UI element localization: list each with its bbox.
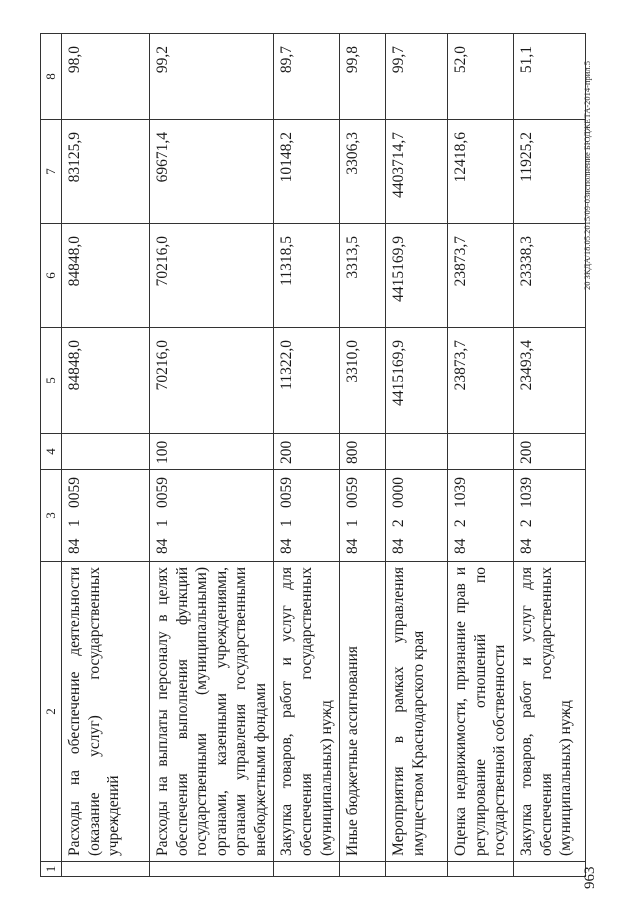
row-index-cell (62, 862, 150, 877)
ministry-code: 84 (154, 538, 172, 554)
refined-amount: 84848,0 (62, 224, 150, 328)
table-row (514, 34, 586, 877)
row-codes (386, 470, 448, 562)
row-index-cell (514, 862, 586, 877)
column-header: 6 (41, 224, 62, 328)
ministry-code: 84 (344, 538, 362, 554)
refined-amount: 70216,0 (150, 224, 274, 328)
row-codes (514, 470, 586, 562)
page-number: 963 (582, 866, 598, 889)
refined-amount: 23873,7 (448, 224, 514, 328)
executed-amount: 10148,2 (274, 120, 340, 224)
target-item-code: 0000 (390, 477, 408, 508)
row-index-cell (448, 862, 514, 877)
refined-amount: 11318,5 (274, 224, 340, 328)
execution-percent: 99,8 (340, 34, 386, 120)
expense-type-code: 100 (150, 434, 274, 470)
approved-amount: 70216,0 (150, 328, 274, 434)
execution-percent: 99,7 (386, 34, 448, 120)
subprogram-code: 2 (452, 519, 470, 528)
table-row (150, 34, 274, 877)
row-codes (340, 470, 386, 562)
row-description: Расходы на выплаты персоналу в целях обеспечения выполнения функций государственными (муниципальными) органами, казенными учреждениями, органами управления государственными внебюджетными фондами (150, 562, 274, 862)
expense-type-code: 200 (274, 434, 340, 470)
subprogram-code: 2 (518, 519, 536, 528)
executed-amount: 83125,9 (62, 120, 150, 224)
subprogram-code: 1 (154, 519, 172, 528)
row-description: Иные бюджетные ассигнования (340, 562, 386, 862)
execution-percent: 98,0 (62, 34, 150, 120)
execution-percent: 51,1 (514, 34, 586, 120)
table-row (386, 34, 448, 877)
ministry-code: 84 (66, 538, 84, 554)
subprogram-code: 2 (390, 519, 408, 528)
refined-amount: 4415169,9 (386, 224, 448, 328)
refined-amount: 23338,3 (514, 224, 586, 328)
row-index-cell (150, 862, 274, 877)
row-codes (274, 470, 340, 562)
target-item-code: 0059 (344, 477, 362, 508)
expense-type-code: 800 (340, 434, 386, 470)
row-description: Мероприятия в рамках управления имуществом Краснодарского края (386, 562, 448, 862)
row-description: Расходы на обеспечение деятельности (оказание услуг) государственных учреждений (62, 562, 150, 862)
executed-amount: 4403714,7 (386, 120, 448, 224)
row-codes (448, 470, 514, 562)
refined-amount: 3313,5 (340, 224, 386, 328)
target-item-code: 0059 (278, 477, 296, 508)
table-row (274, 34, 340, 877)
expense-type-code (448, 434, 514, 470)
ministry-code: 84 (390, 538, 408, 554)
approved-amount: 23493,4 (514, 328, 586, 434)
column-header: 5 (41, 328, 62, 434)
target-item-code: 1039 (452, 477, 470, 508)
approved-amount: 4415169,9 (386, 328, 448, 434)
row-description: Закупка товаров, работ и услуг для обеспечения государственных (муниципальных) нужд (274, 562, 340, 862)
subprogram-code: 1 (344, 519, 362, 528)
column-header: 3 (41, 470, 62, 562)
executed-amount: 11925,2 (514, 120, 586, 224)
expense-type-code: 200 (514, 434, 586, 470)
executed-amount: 12418,6 (448, 120, 514, 224)
approved-amount: 23873,7 (448, 328, 514, 434)
ministry-code: 84 (452, 538, 470, 554)
row-codes (150, 470, 274, 562)
ministry-code: 84 (278, 538, 296, 554)
target-item-code: 0059 (66, 477, 84, 508)
row-index-cell (340, 862, 386, 877)
execution-percent: 89,7 (274, 34, 340, 120)
column-header: 4 (41, 434, 62, 470)
footer-file-path: 20 ЗКДА/18.05.2015/09-03исполнение БЮДЖЕТА-2014-прил.5 (582, 61, 592, 290)
table-row (340, 34, 386, 877)
approved-amount: 11322,0 (274, 328, 340, 434)
ministry-code: 84 (518, 538, 536, 554)
row-description: Оценка недвижимости, признание прав и регулирование отношений по государственной собственности (448, 562, 514, 862)
target-item-code: 0059 (154, 477, 172, 508)
executed-amount: 69671,4 (150, 120, 274, 224)
column-header: 7 (41, 120, 62, 224)
execution-percent: 99,2 (150, 34, 274, 120)
execution-percent: 52,0 (448, 34, 514, 120)
column-header: 2 (41, 562, 62, 862)
subprogram-code: 1 (278, 519, 296, 528)
target-item-code: 1039 (518, 477, 536, 508)
row-index-cell (274, 862, 340, 877)
table-row (62, 34, 150, 877)
column-header: 8 (41, 34, 62, 120)
column-header: 1 (41, 862, 62, 877)
row-index-cell (386, 862, 448, 877)
approved-amount: 3310,0 (340, 328, 386, 434)
approved-amount: 84848,0 (62, 328, 150, 434)
table-row (448, 34, 514, 877)
column-header-row (41, 34, 62, 877)
executed-amount: 3306,3 (340, 120, 386, 224)
expense-type-code (386, 434, 448, 470)
expense-type-code (62, 434, 150, 470)
budget-table (40, 33, 586, 877)
row-codes (62, 470, 150, 562)
subprogram-code: 1 (66, 519, 84, 528)
row-description: Закупка товаров, работ и услуг для обеспечения государственных (муниципальных) нужд (514, 562, 586, 862)
